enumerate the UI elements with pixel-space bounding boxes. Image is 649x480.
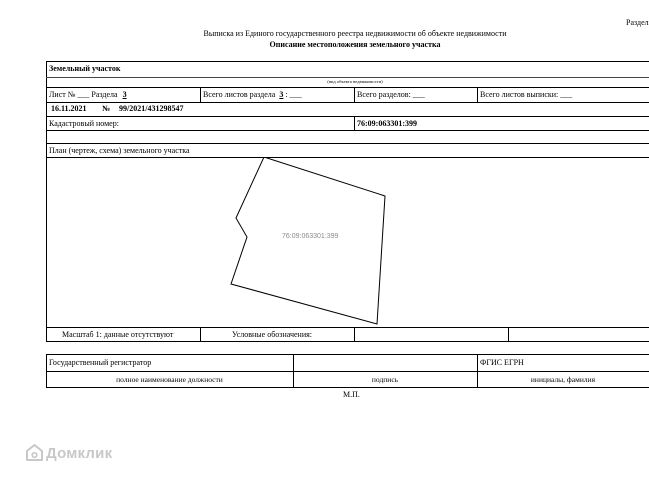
table-top-border — [46, 61, 649, 62]
position-caption: полное наименование должности — [116, 375, 223, 384]
section-number: 3 — [122, 90, 127, 99]
plan-label: План (чертеж, схема) земельного участка — [49, 146, 190, 155]
legend-label: Условные обозначения: — [232, 330, 313, 339]
row-divider — [46, 130, 649, 131]
name-caption: инициалы, фамилия — [530, 375, 596, 384]
cadastral-number: 76:09:063301:399 — [357, 119, 417, 128]
sheet-label: Лист № ___ Раздела — [49, 90, 118, 99]
object-type-underline — [46, 77, 649, 78]
row-divider — [46, 87, 649, 88]
legend-row-top — [46, 327, 649, 328]
extract-date: 16.11.2021 — [51, 104, 87, 113]
col-divider — [200, 327, 201, 341]
total-sheets-field — [203, 90, 302, 99]
parcel-label: 76:09:063301:399 — [282, 233, 339, 240]
row-divider — [46, 116, 649, 117]
domclick-logo-icon — [26, 444, 43, 461]
object-type-caption: (вид объекта недвижимости) — [327, 79, 383, 84]
total-sheets-label: Всего листов раздела — [203, 90, 276, 99]
col-divider — [508, 327, 509, 341]
extract-number-label: № — [102, 104, 111, 113]
object-type: Земельный участок — [49, 64, 121, 73]
col-divider — [354, 87, 355, 102]
signature-table-bottom — [46, 387, 649, 388]
domclick-watermark: Домклик — [46, 445, 113, 462]
legend-row-bottom — [46, 341, 649, 342]
stamp-label: М.П. — [343, 390, 360, 399]
total-sheets-value: 3 — [279, 90, 284, 99]
total-extract-sheets-field: Всего листов выписки: ___ — [480, 90, 573, 99]
parcel-boundary — [231, 157, 385, 324]
col-divider — [477, 87, 478, 102]
sheet-number-field — [49, 90, 130, 99]
signature-table-top — [46, 354, 649, 355]
col-divider — [354, 116, 355, 130]
extract-number: 99/2021/431298547 — [119, 104, 184, 113]
row-divider — [46, 102, 649, 103]
registrar-organization: ФГИС ЕГРН — [480, 358, 524, 367]
signature-row-divider — [46, 371, 649, 372]
col-divider — [200, 87, 201, 102]
registrar-title: Государственный регистратор — [49, 358, 152, 367]
document-title: Выписка из Единого государственного реестра недвижимости об объекте недвижимости — [203, 29, 507, 38]
section-corner-label: Раздел — [626, 18, 649, 27]
plan-top-border — [46, 143, 649, 144]
scale-text: Масштаб 1: данные отсутствуют — [62, 330, 174, 339]
parcel-plan-drawing — [46, 157, 649, 328]
col-divider — [354, 327, 355, 341]
cadastral-label: Кадастровый номер: — [49, 119, 119, 128]
signature-caption: подпись — [371, 375, 399, 384]
document-subtitle: Описание местоположения земельного участка — [269, 40, 441, 49]
total-sections-field: Всего разделов: ___ — [357, 90, 425, 99]
total-sheets-suffix: : ___ — [285, 90, 302, 99]
